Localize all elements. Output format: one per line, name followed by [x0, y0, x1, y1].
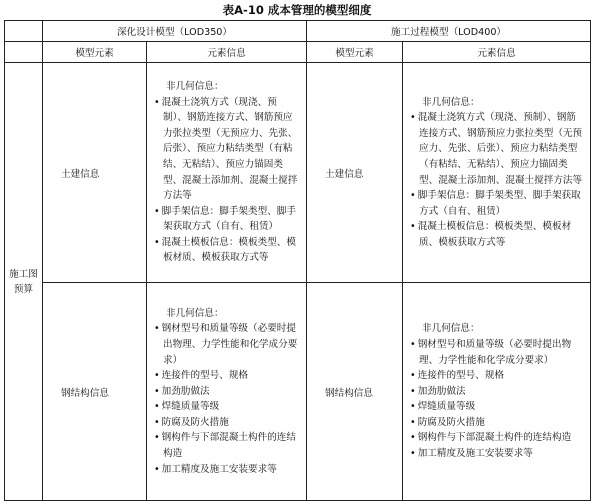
info-bullet — [154, 321, 300, 368]
info-bullet-text: 脚手架信息：脚手架类型、脚手架获取方式（自有、租赁） — [417, 190, 581, 217]
header-info-350: 元素信息 — [147, 42, 307, 63]
info-bullet-text: 混凝土浇筑方式（现浇、预制）、钢筋连接方式、钢筋预应力张拉类型（无预应力、先张、后张）、预应力粘结类型（有粘结、无粘结）、预应力锚固类型、混凝土添加剂、混凝土搅拌方法等 — [161, 96, 298, 202]
header-empty-cell — [5, 42, 43, 63]
info-bullet-text: 混凝土模板信息：模板类型、模板材质、模板获取方式等 — [161, 236, 296, 264]
bullet-icon: • — [154, 370, 160, 382]
bullet-icon: • — [154, 432, 160, 444]
bullet-icon: • — [154, 323, 160, 335]
info-bullet-text: 焊缝质量等级 — [161, 401, 220, 413]
info-bullet-text: 混凝土模板信息：模板类型、模板材质、模板获取方式等 — [417, 221, 572, 248]
bullet-icon: • — [410, 221, 416, 233]
info-bullet-text: 钢构件与下部混凝土构件的连结构造 — [161, 432, 296, 460]
model-detail-table — [4, 20, 591, 501]
info-bullet-text: 钢材型号和质量等级（必要时提出物理、力学性能和化学成分要求） — [161, 323, 298, 366]
info-bullet — [410, 430, 584, 446]
bullet-icon: • — [410, 370, 416, 382]
row-group-label-line-2: 预算 — [13, 283, 34, 295]
row-group-label — [5, 63, 43, 501]
info-heading: 非几何信息： — [166, 80, 224, 92]
table-row-steel — [5, 283, 591, 501]
bullet-icon: • — [154, 96, 160, 108]
info-bullet — [154, 235, 300, 266]
info-heading: 非几何信息： — [422, 96, 480, 108]
bullet-icon: • — [154, 205, 160, 217]
info-bullet-text: 焊缝质量等级 — [417, 401, 476, 413]
info-bullet — [410, 110, 584, 188]
header-row-columns — [5, 42, 591, 63]
bullet-icon: • — [410, 112, 416, 124]
bullet-icon: • — [410, 432, 416, 444]
info-bullet-text: 连接件的型号、规格 — [417, 370, 505, 382]
info-bullet-text: 钢材型号和质量等级（必要时提出物理、力学性能和化学成分要求） — [417, 338, 572, 366]
row-group-label-line-1: 施工图 — [9, 268, 38, 280]
info-bullet — [410, 188, 584, 219]
info-cell — [147, 63, 307, 283]
info-bullet — [410, 415, 584, 431]
bullet-icon: • — [410, 338, 416, 350]
header-row-groups — [5, 21, 591, 42]
table-row-civil — [5, 63, 591, 283]
bullet-icon: • — [154, 416, 160, 428]
info-cell — [403, 283, 591, 501]
bullet-icon: • — [410, 190, 416, 202]
info-bullet — [154, 415, 300, 431]
info-bullet — [410, 384, 584, 400]
info-bullet-text: 防腐及防火措施 — [417, 416, 485, 428]
info-cell — [403, 63, 591, 283]
bullet-icon: • — [410, 401, 416, 413]
element-cell: 钢结构信息 — [43, 283, 147, 501]
info-bullet — [410, 368, 584, 384]
info-bullet-text: 加工精度及施工安装要求等 — [161, 463, 277, 475]
info-bullet-text: 混凝土浇筑方式（现浇、预制）、钢筋连接方式、钢筋预应力张拉类型（无预应力、先张、后张）、预应力粘结类型（有粘结、无粘结）、预应力锚固类型、混凝土添加剂、混凝土搅拌方法等 — [417, 112, 583, 186]
info-heading: 非几何信息： — [422, 323, 480, 335]
bullet-icon: • — [154, 401, 160, 413]
bullet-icon: • — [410, 416, 416, 428]
bullet-icon: • — [154, 236, 160, 248]
info-bullet-text: 脚手架信息：脚手架类型、脚手架获取方式（自有、租赁） — [161, 205, 296, 233]
header-lod400: 施工过程模型（LOD400） — [307, 21, 591, 42]
info-bullet — [154, 399, 300, 415]
info-bullet — [410, 399, 584, 415]
info-bullet — [154, 384, 300, 400]
bullet-icon: • — [410, 385, 416, 397]
bullet-icon: • — [154, 385, 160, 397]
element-cell: 土建信息 — [43, 63, 147, 283]
table-title: 表A-10 成本管理的模型细度 — [222, 3, 372, 17]
info-bullet-text: 钢构件与下部混凝土构件的连结构造 — [417, 432, 572, 444]
info-bullet-text: 加劲肋做法 — [161, 385, 210, 397]
header-element-400: 模型元素 — [307, 42, 403, 63]
info-bullet — [154, 430, 300, 461]
info-bullet — [410, 446, 584, 462]
info-bullet — [154, 95, 300, 204]
info-bullet — [154, 368, 300, 384]
header-info-400: 元素信息 — [403, 42, 591, 63]
info-bullet — [410, 219, 584, 250]
header-empty-cell — [5, 21, 43, 42]
bullet-icon: • — [154, 463, 160, 475]
info-heading: 非几何信息： — [166, 307, 224, 319]
info-cell — [147, 283, 307, 501]
bullet-icon: • — [410, 448, 416, 460]
info-bullet-text: 加劲肋做法 — [417, 385, 466, 397]
header-lod350: 深化设计模型（LOD350） — [43, 21, 307, 42]
info-bullet-text: 连接件的型号、规格 — [161, 370, 249, 382]
header-element-350: 模型元素 — [43, 42, 147, 63]
info-bullet-text: 加工精度及施工安装要求等 — [417, 448, 533, 460]
info-bullet — [154, 204, 300, 235]
element-cell: 土建信息 — [307, 63, 403, 283]
info-bullet — [154, 462, 300, 478]
info-bullet-text: 防腐及防火措施 — [161, 416, 229, 428]
element-cell: 钢结构信息 — [307, 283, 403, 501]
info-bullet — [410, 337, 584, 368]
